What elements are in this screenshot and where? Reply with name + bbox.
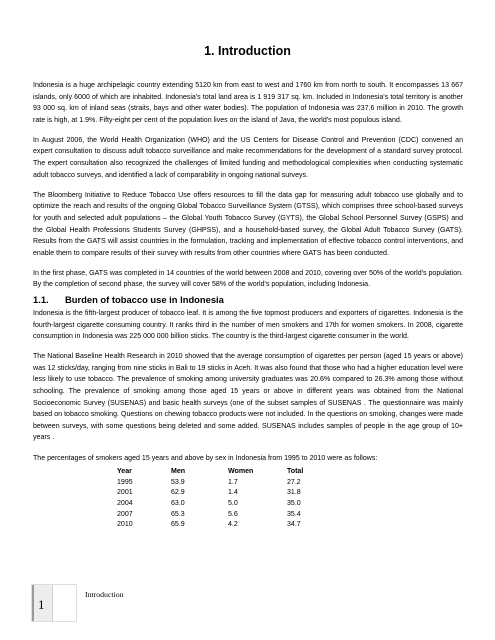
smokers-table bbox=[117, 467, 327, 531]
table-row bbox=[117, 478, 327, 489]
cell-women: 5.6 bbox=[228, 510, 238, 518]
cell-total: 35.4 bbox=[287, 510, 301, 518]
cell-men: 62.9 bbox=[171, 489, 185, 497]
cell-year: 2001 bbox=[117, 489, 133, 497]
paragraph-gats-phases: In the first phase, GATS was completed in 14 countries of the world between 2008 and 2010, covering over 50% of the world's population. By the completion of second phase, the survey will cover 58% of the world's population, including Indonesia. bbox=[33, 269, 463, 289]
header-year: Year bbox=[117, 468, 132, 476]
page-number-box bbox=[32, 585, 76, 621]
paragraph-table-intro: The percentages of smokers aged 15 years and above by sex in Indonesia from 1995 to 2010 were as follows: bbox=[33, 454, 378, 462]
footer-chapter-label: Introduction bbox=[85, 590, 124, 599]
section-title: Burden of tobacco use in Indonesia bbox=[65, 294, 224, 305]
table-header-row bbox=[117, 467, 327, 478]
header-women: Women bbox=[228, 468, 254, 476]
cell-year: 2010 bbox=[117, 521, 133, 529]
header-men: Men bbox=[171, 468, 186, 476]
body-content bbox=[33, 80, 463, 531]
cell-women: 1.4 bbox=[228, 489, 238, 497]
cell-year: 1995 bbox=[117, 478, 133, 486]
cell-men: 65.9 bbox=[171, 521, 185, 529]
table-row bbox=[117, 510, 327, 521]
cell-total: 34.7 bbox=[287, 521, 301, 529]
paragraph-tobacco-production: Indonesia is the fifth-largest producer of tobacco leaf. It is among the five topmost producers and exporters of cigarettes. Indonesia is the fourth-largest cigarette consuming country. It ranks third in the number of men smokers and 17th for women smokers. In 2008, cigarette consumption in Indonesia was 225 000 000 billion sticks. The country is the third-largest cigarette consumer in the world. bbox=[33, 310, 463, 341]
header-total: Total bbox=[287, 468, 304, 476]
page-title: 1. Introduction bbox=[204, 44, 291, 58]
paragraph-bloomberg-initiative: The Bloomberg Initiative to Reduce Tobacco Use offers resources to fill the data gap for measuring adult tobacco use globally and to optimize the reach and results of the ongoing Global Tobacco Surveillance System (GTSS), which comprises three school-based surveys for youth and selected adult populations – the Global Youth Tobacco Survey (GYTS), the Global School Personnel Survey (GSPS) and the Global Health Professions Students Survey (GHPSS), and a household-based survey, the Global Adult Tobacco Survey (GATS). Results from the GATS will assist countries in the formulation, tracking and implementation of effective tobacco control interventions, and enable them to compare results of their survey with results from other countries where GATS has been conducted. bbox=[33, 191, 463, 257]
table-row bbox=[117, 499, 327, 510]
section-heading bbox=[33, 293, 463, 306]
cell-year: 2004 bbox=[117, 499, 133, 507]
page-footer bbox=[32, 585, 462, 621]
cell-total: 27.2 bbox=[287, 478, 301, 486]
cell-men: 63.0 bbox=[171, 499, 185, 507]
table-row bbox=[117, 488, 327, 499]
cell-total: 35.0 bbox=[287, 499, 301, 507]
section-number: 1.1. bbox=[33, 294, 49, 305]
page-number: 1 bbox=[38, 597, 45, 612]
cell-men: 65.3 bbox=[171, 510, 185, 518]
paragraph-expert-consultation: In August 2006, the World Health Organization (WHO) and the US Centers for Disease Control and Prevention (CDC) convened an expert consultation to discuss adult tobacco surveillance and make recommendations for the development of a standard survey protocol. The expert consultation also recognized the challenges of limited funding and methodological complexities when conducting systematic adult tobacco surveys, and identified a lack of comparability in ongoing national surveys. bbox=[33, 136, 463, 179]
cell-women: 1.7 bbox=[228, 478, 238, 486]
table-row bbox=[117, 520, 327, 531]
cell-total: 31.8 bbox=[287, 489, 301, 497]
cell-women: 4.2 bbox=[228, 521, 238, 529]
cell-women: 5.0 bbox=[228, 499, 238, 507]
cell-men: 53.9 bbox=[171, 478, 185, 486]
cell-year: 2007 bbox=[117, 510, 133, 518]
paragraph-health-research: The National Baseline Health Research in 2010 showed that the average consumption of cigarettes per person (aged 15 years or above) was 12 sticks/day, ranging from nine sticks in Bali to 19 sticks in Aceh. It was also found that those who had a higher education level were less likely to use tobacco. The prevalence of smoking among university graduates was 20.6% compared to 26.3% among those without schooling. The prevalence of smoking among those aged 15 years or above in different years was obtained from the National Socioeconomic Survey (SUSENAS) and basic health surveys (one of the subset samples of SUSENAS . The questionnaire was mainly based on tobacco smoking. Questions on chewing tobacco products were not included. In the questions on smoking, changes were made between surveys, with some questions being deleted and some added. SUSENAS includes samples of people in the age group of 10+ years . bbox=[33, 353, 463, 442]
paragraph-geography: Indonesia is a huge archipelagic country extending 5120 km from east to west and 1760 km from north to south. It encompasses 13 667 islands, only 6000 of which are inhabited. Indonesia's total land area is 1 919 317 sq. km. Included in Indonesia's total territory is another 93 000 sq. km of inland seas (straits, bays and other water bodies). The population of Indonesia was 237.6 million in 2010. The growth rate is high, at 1.9%. Fifty-eight per cent of the population lives on the island of Java, the world's most populous island. bbox=[33, 82, 463, 124]
